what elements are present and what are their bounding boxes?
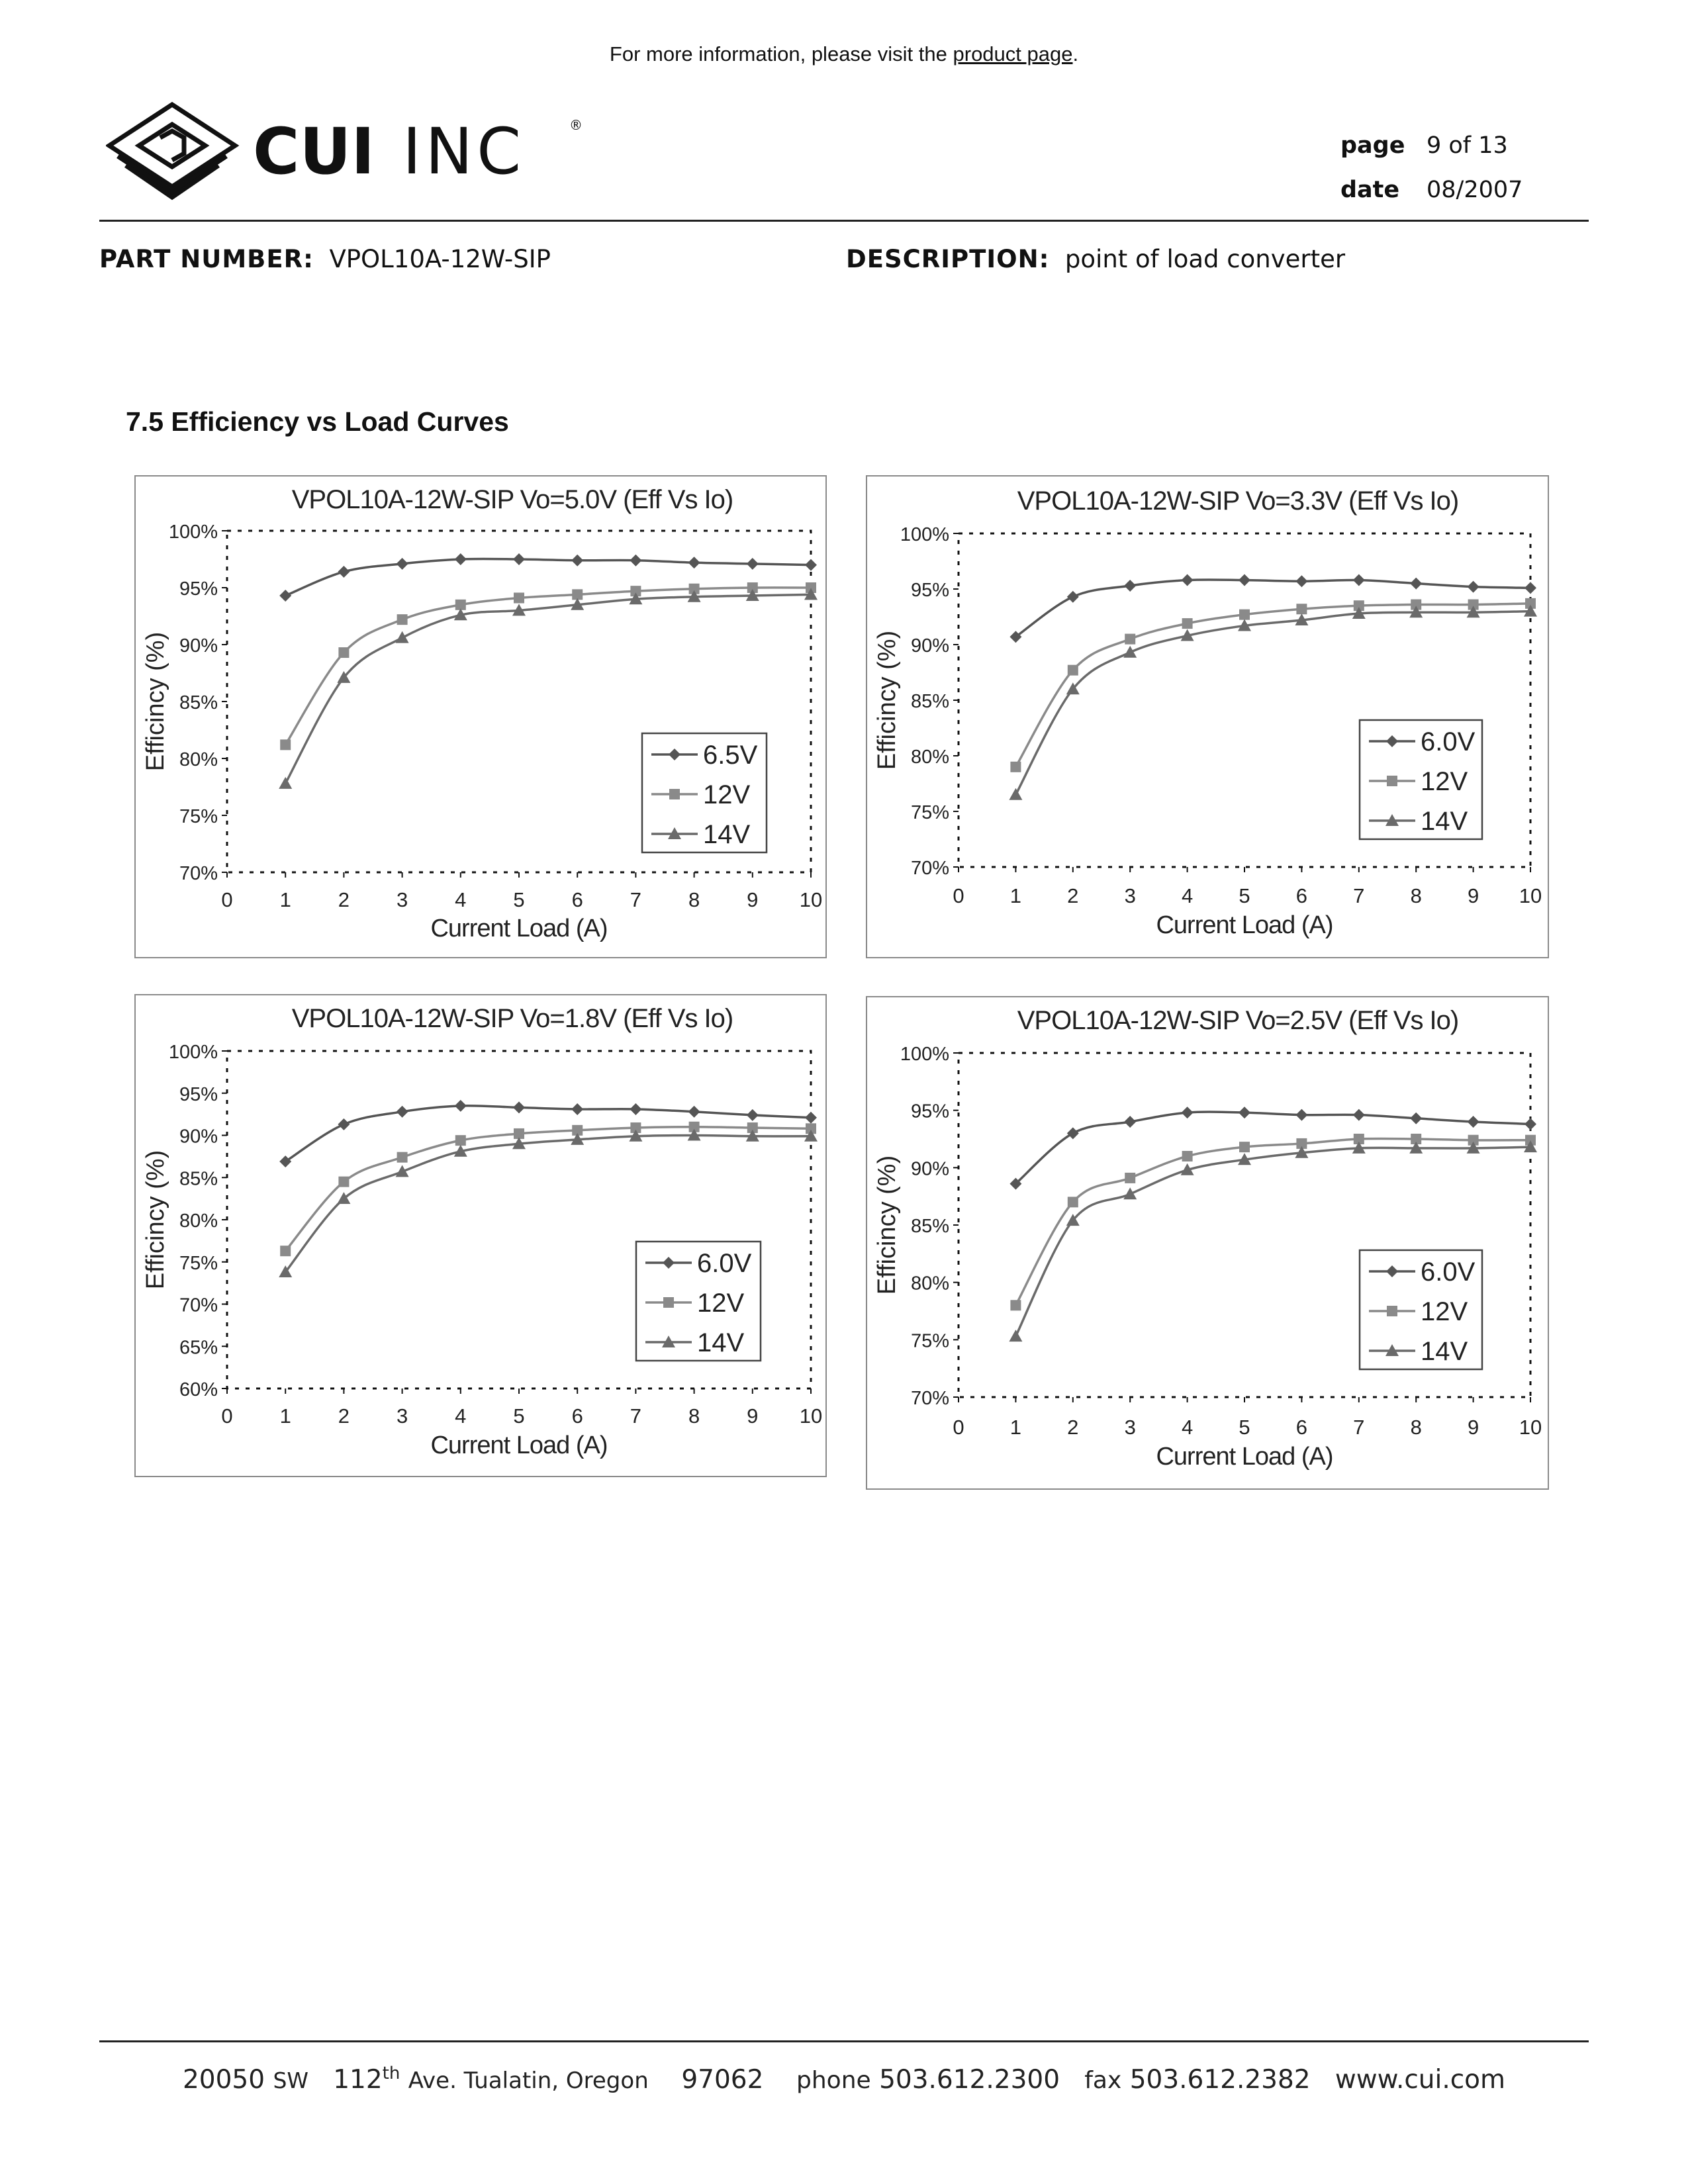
x-tick-label: 9 (1467, 1416, 1479, 1439)
x-tick-label: 7 (1353, 1416, 1365, 1439)
page-meta (1340, 132, 1523, 221)
x-tick-label: 6 (1295, 884, 1308, 907)
x-tick-label: 4 (1181, 1416, 1194, 1439)
data-point (1010, 762, 1021, 772)
part-number-value: VPOL10A-12W-SIP (329, 245, 551, 273)
data-point (1353, 574, 1365, 586)
footer-rule (99, 2040, 1589, 2042)
registered-mark: ® (569, 117, 583, 133)
x-tick-label: 3 (396, 1404, 408, 1428)
x-tick-label: 5 (1239, 884, 1250, 907)
y-tick-label: 80% (179, 1210, 218, 1232)
x-tick-label: 0 (221, 1404, 233, 1428)
data-point (1239, 1142, 1250, 1152)
data-point (397, 558, 408, 570)
y-tick-label: 70% (910, 858, 949, 879)
data-point (1124, 1116, 1136, 1128)
x-tick-label: 5 (513, 1404, 525, 1428)
y-tick-label: 90% (910, 635, 949, 657)
info-note-text: For more information, please visit the (609, 42, 953, 66)
legend-label: 14V (703, 820, 751, 849)
x-tick-label: 1 (279, 1404, 291, 1428)
data-point (1182, 1151, 1193, 1161)
x-tick-label: 9 (747, 888, 759, 911)
chart-legend (642, 733, 767, 852)
data-point (688, 557, 700, 569)
y-tick-label: 75% (179, 806, 218, 827)
y-tick-label: 75% (910, 1330, 949, 1352)
data-point (338, 566, 350, 578)
y-tick-label: 90% (910, 1158, 949, 1180)
data-point (571, 555, 583, 567)
chart-vo-5v0 (134, 475, 827, 958)
data-point (1067, 591, 1079, 603)
chart-vo-5v0-svg (136, 477, 825, 957)
footer-website[interactable]: www.cui.com (1335, 2065, 1506, 2095)
footer-sw: SW (273, 2068, 309, 2093)
x-tick-label: 1 (1009, 1416, 1022, 1439)
data-point (1295, 1109, 1307, 1121)
chart-legend (1360, 1250, 1482, 1369)
y-tick-label: 100% (900, 524, 949, 545)
data-point (455, 553, 467, 565)
x-tick-label: 9 (747, 1404, 759, 1428)
y-tick-label: 70% (910, 1388, 949, 1409)
legend-label: 12V (697, 1289, 745, 1318)
x-tick-label: 5 (1239, 1416, 1250, 1439)
x-tick-label: 8 (1410, 1416, 1422, 1439)
chart-title: VPOL10A-12W-SIP Vo=2.5V (Eff Vs Io) (1017, 1006, 1459, 1035)
footer-city: Ave. Tualatin, Oregon (408, 2068, 649, 2094)
y-tick-label: 90% (179, 1126, 218, 1148)
data-point (571, 1103, 583, 1115)
x-tick-label: 0 (953, 1416, 964, 1439)
series-line (285, 559, 811, 596)
chart-vo-1v8 (134, 994, 827, 1477)
y-tick-label: 100% (168, 1042, 218, 1063)
data-point (1296, 604, 1307, 614)
data-point (1295, 575, 1307, 587)
y-axis-label: Efficincy (%) (873, 1155, 901, 1295)
chart-legend (636, 1242, 761, 1361)
x-axis-label: Current Load (A) (1156, 911, 1333, 939)
x-tick-label: 10 (799, 888, 823, 911)
data-point (279, 777, 292, 789)
date-label: date (1340, 177, 1400, 203)
x-tick-label: 2 (338, 1404, 350, 1428)
y-tick-label: 85% (179, 692, 218, 713)
x-tick-label: 1 (1009, 884, 1022, 907)
x-axis-label: Current Load (A) (1156, 1443, 1333, 1471)
description (846, 245, 1345, 273)
chart-vo-1v8-svg (136, 995, 825, 1476)
series-line (285, 1106, 811, 1161)
legend-label: 6.0V (1421, 727, 1476, 756)
date-row (1340, 177, 1523, 221)
y-axis-label: Efficincy (%) (873, 630, 901, 770)
y-tick-label: 70% (179, 1295, 218, 1316)
data-point (630, 555, 641, 567)
y-tick-label: 80% (910, 747, 949, 768)
data-point (1353, 1109, 1365, 1121)
y-tick-label: 85% (910, 1216, 949, 1237)
x-tick-label: 9 (1467, 884, 1479, 907)
legend-marker (1387, 776, 1397, 786)
y-tick-label: 60% (179, 1379, 218, 1400)
legend-label: 14V (1421, 807, 1468, 836)
data-point (1239, 610, 1250, 620)
legend-label: 6.0V (1421, 1257, 1476, 1287)
legend-label: 6.0V (697, 1249, 752, 1278)
x-tick-label: 8 (1410, 884, 1422, 907)
description-label: DESCRIPTION: (846, 245, 1050, 273)
legend-marker (1387, 1306, 1397, 1316)
x-tick-label: 0 (953, 884, 964, 907)
x-tick-label: 8 (688, 888, 700, 911)
chart-vo-2v5 (866, 996, 1549, 1490)
footer-street-suffix: th (382, 2064, 400, 2083)
chart-legend (1360, 720, 1482, 839)
data-point (397, 1106, 408, 1118)
header-rule (99, 220, 1589, 222)
x-tick-label: 1 (279, 888, 291, 911)
data-point (280, 1246, 291, 1256)
series-line (285, 588, 811, 745)
x-tick-label: 3 (1124, 1416, 1136, 1439)
data-point (1068, 1197, 1078, 1207)
y-tick-label: 95% (910, 1101, 949, 1122)
series-6-5v (279, 553, 817, 602)
x-tick-label: 6 (571, 1404, 583, 1428)
data-point (1182, 574, 1194, 586)
legend-marker (663, 1297, 674, 1308)
top-info-note (0, 42, 1688, 66)
data-point (397, 614, 408, 625)
legend-marker (669, 789, 680, 799)
y-tick-label: 85% (910, 691, 949, 712)
data-point (513, 1101, 525, 1113)
x-tick-label: 7 (630, 888, 642, 911)
x-tick-label: 10 (1519, 1416, 1542, 1439)
y-axis-label: Efficincy (%) (142, 1150, 169, 1290)
legend-label: 12V (1421, 1297, 1468, 1326)
y-axis-label: Efficincy (%) (142, 631, 169, 772)
data-point (1123, 646, 1137, 658)
series-line (1015, 580, 1530, 637)
x-axis-label: Current Load (A) (430, 1432, 608, 1459)
y-tick-label: 100% (168, 522, 218, 543)
chart-title: VPOL10A-12W-SIP Vo=3.3V (Eff Vs Io) (1017, 486, 1459, 516)
series-line (285, 1127, 811, 1251)
data-point (1182, 1107, 1194, 1118)
data-point (1124, 580, 1136, 592)
data-point (1410, 578, 1422, 590)
data-point (805, 559, 817, 571)
legend-label: 14V (1421, 1337, 1468, 1366)
data-point (1182, 618, 1193, 629)
footer-address (0, 2064, 1688, 2095)
footer-phone: 503.612.2300 (879, 2065, 1060, 2095)
data-point (805, 1112, 817, 1124)
y-tick-label: 100% (900, 1044, 949, 1065)
data-point (747, 1109, 759, 1121)
footer-fax-label: fax (1084, 2067, 1122, 2094)
cui-logo (106, 99, 589, 205)
part-number-label: PART NUMBER: (99, 245, 314, 273)
x-tick-label: 2 (1067, 884, 1079, 907)
y-tick-label: 80% (910, 1273, 949, 1295)
y-tick-label: 95% (179, 1083, 218, 1105)
data-point (513, 553, 525, 565)
page-label: page (1340, 132, 1405, 159)
x-tick-label: 4 (455, 1404, 467, 1428)
legend-label: 6.5V (703, 741, 758, 770)
x-tick-label: 0 (221, 888, 233, 911)
x-tick-label: 5 (513, 888, 525, 911)
brand-light-text: INC (402, 114, 526, 189)
x-tick-label: 10 (1519, 884, 1542, 907)
x-tick-label: 10 (799, 1404, 823, 1428)
data-point (1410, 1113, 1422, 1124)
y-tick-label: 90% (179, 635, 218, 657)
data-point (338, 1177, 349, 1187)
x-axis-label: Current Load (A) (430, 915, 608, 942)
y-tick-label: 95% (179, 578, 218, 600)
data-point (280, 739, 291, 750)
data-point (514, 592, 524, 603)
data-point (1009, 1330, 1022, 1342)
x-tick-label: 7 (1353, 884, 1365, 907)
series-6-0v (279, 1100, 817, 1167)
data-point (1468, 1116, 1479, 1128)
data-point (1067, 1127, 1079, 1139)
data-point (397, 1152, 408, 1163)
data-point (1068, 665, 1078, 676)
data-point (1524, 1118, 1536, 1130)
footer-fax: 503.612.2382 (1129, 2065, 1311, 2095)
chart-vo-3v3-svg (867, 477, 1548, 957)
data-point (338, 647, 349, 658)
footer-phone-label: phone (796, 2067, 871, 2094)
legend-label: 14V (697, 1328, 745, 1357)
description-value: point of load converter (1064, 245, 1346, 273)
data-point (1123, 1187, 1137, 1199)
data-point (1125, 634, 1135, 645)
data-point (455, 1100, 467, 1112)
data-point (688, 1106, 700, 1118)
legend-label: 12V (703, 780, 751, 809)
footer-zip: 97062 (681, 2065, 764, 2095)
x-tick-label: 2 (1067, 1416, 1079, 1439)
x-tick-label: 2 (338, 888, 350, 911)
chart-title: VPOL10A-12W-SIP Vo=5.0V (Eff Vs Io) (291, 485, 733, 514)
part-number (99, 245, 551, 273)
data-point (747, 558, 759, 570)
y-tick-label: 95% (910, 580, 949, 601)
brand-bold-text: CUI (253, 114, 375, 189)
data-point (1239, 1107, 1250, 1118)
data-point (1239, 574, 1250, 586)
x-tick-label: 3 (396, 888, 408, 911)
chart-vo-2v5-svg (867, 997, 1548, 1488)
x-tick-label: 8 (688, 1404, 700, 1428)
x-tick-label: 4 (455, 888, 467, 911)
product-page-link[interactable]: product page (953, 42, 1073, 66)
page-value: 9 of 13 (1427, 132, 1508, 159)
section-title: 7.5 Efficiency vs Load Curves (126, 406, 509, 437)
data-point (1009, 788, 1022, 800)
footer-street-number: 20050 (182, 2065, 265, 2095)
y-tick-label: 75% (179, 1252, 218, 1274)
date-value: 08/2007 (1427, 177, 1523, 203)
legend-label: 12V (1421, 767, 1468, 796)
data-point (630, 1103, 641, 1115)
y-tick-label: 75% (910, 802, 949, 823)
x-tick-label: 7 (630, 1404, 642, 1428)
x-tick-label: 4 (1181, 884, 1194, 907)
page-number-row (1340, 132, 1523, 177)
footer-street: 112 (333, 2065, 383, 2095)
data-point (1468, 581, 1479, 593)
data-point (396, 631, 409, 643)
data-point (338, 1118, 350, 1130)
info-note-suffix: . (1072, 42, 1079, 66)
data-point (1524, 582, 1536, 594)
x-tick-label: 6 (571, 888, 583, 911)
data-point (455, 1135, 466, 1146)
y-tick-label: 65% (179, 1337, 218, 1359)
chart-title: VPOL10A-12W-SIP Vo=1.8V (Eff Vs Io) (291, 1004, 733, 1033)
y-tick-label: 80% (179, 749, 218, 770)
data-point (1125, 1173, 1135, 1183)
x-tick-label: 3 (1124, 884, 1136, 907)
y-tick-label: 85% (179, 1168, 218, 1190)
data-point (1010, 1300, 1021, 1310)
data-point (279, 590, 291, 602)
chart-vo-3v3 (866, 475, 1549, 958)
x-tick-label: 6 (1295, 1416, 1308, 1439)
y-tick-label: 70% (179, 863, 218, 884)
series-6-0v (1009, 574, 1536, 643)
